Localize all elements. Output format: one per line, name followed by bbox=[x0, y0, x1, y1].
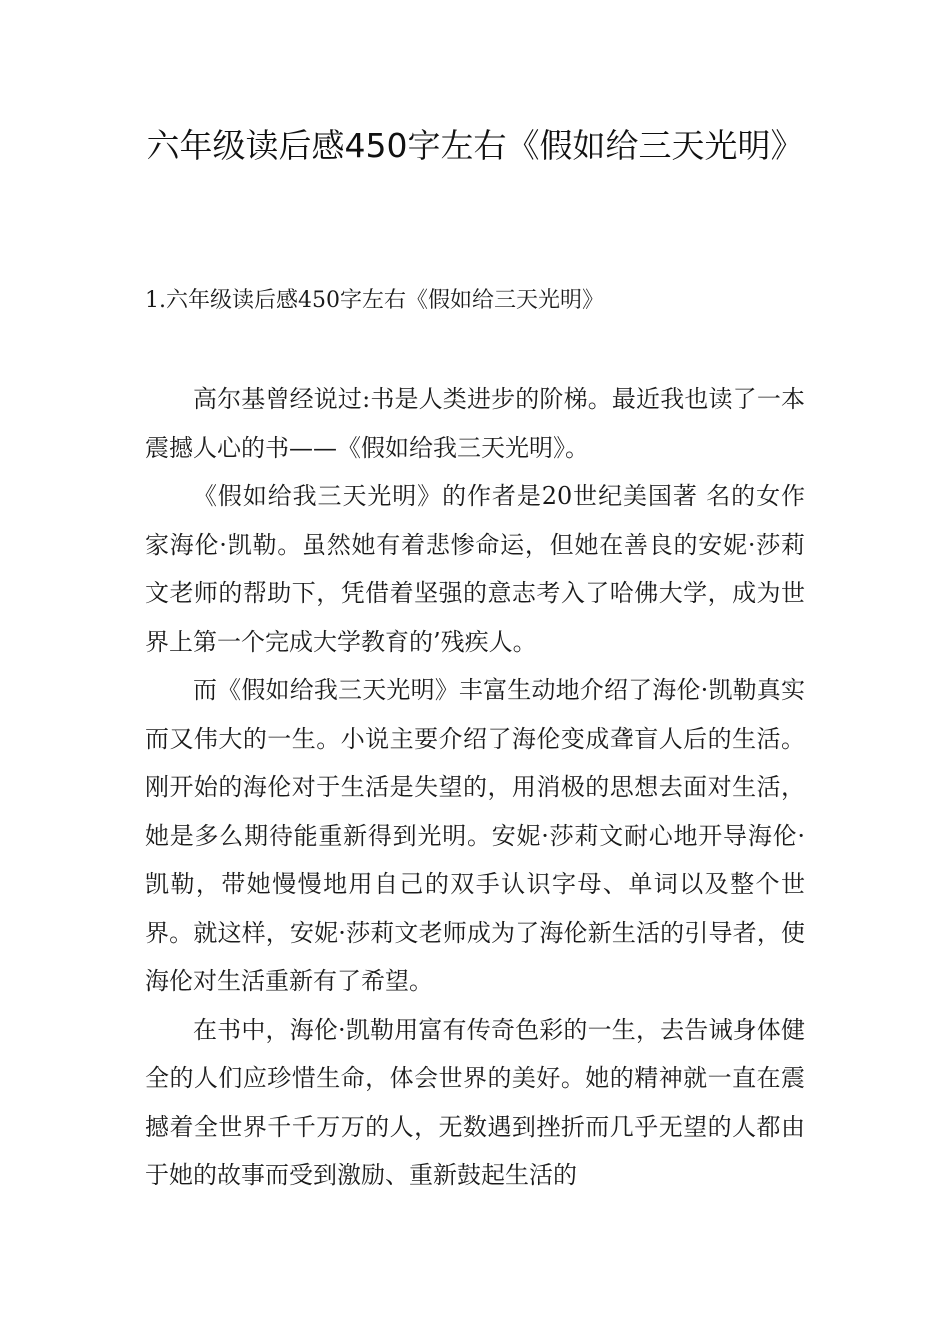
section-heading: 1.六年级读后感450字左右《假如给三天光明》 bbox=[145, 288, 604, 313]
paragraph: 高尔基曾经说过:书是人类进步的阶梯。最近我也读了一本震撼人心的书——《假如给我三天光明》。 bbox=[145, 385, 805, 462]
paragraph: 而《假如给我三天光明》丰富生动地介绍了海伦·凯勒真实而又伟大的一生。小说主要介绍了海伦变成聋盲人后的生活。刚开始的海伦对于生活是失望的，用消极的思想去面对生活，她是多么期待能重新得到光明。安妮·莎莉文耐心地开导海伦·凯勒，带她慢慢地用自己的双手认识字母、单词以及整个世界。就这样，安妮·莎莉文老师成为了海伦新生活的引导者，使海伦对生活重新有了希望。 bbox=[145, 676, 805, 995]
document-body bbox=[145, 375, 805, 1200]
paragraph: 《假如给我三天光明》的作者是20世纪美国著 名的女作家海伦·凯勒。虽然她有着悲惨命运，但她在善良的安妮·莎莉文老师的帮助下，凭借着坚强的意志考入了哈佛大学，成为世界上第一个完成大学教育的’残疾人。 bbox=[145, 482, 805, 656]
document-title: 六年级读后感450字左右《假如给三天光明》 bbox=[146, 126, 804, 165]
paragraph: 在书中，海伦·凯勒用富有传奇色彩的一生，去告诫身体健全的人们应珍惜生命，体会世界的美好。她的精神就一直在震撼着全世界千千万万的人，无数遇到挫折而几乎无望的人都由于她的故事而受到激励、重新鼓起生活的 bbox=[145, 1015, 805, 1189]
